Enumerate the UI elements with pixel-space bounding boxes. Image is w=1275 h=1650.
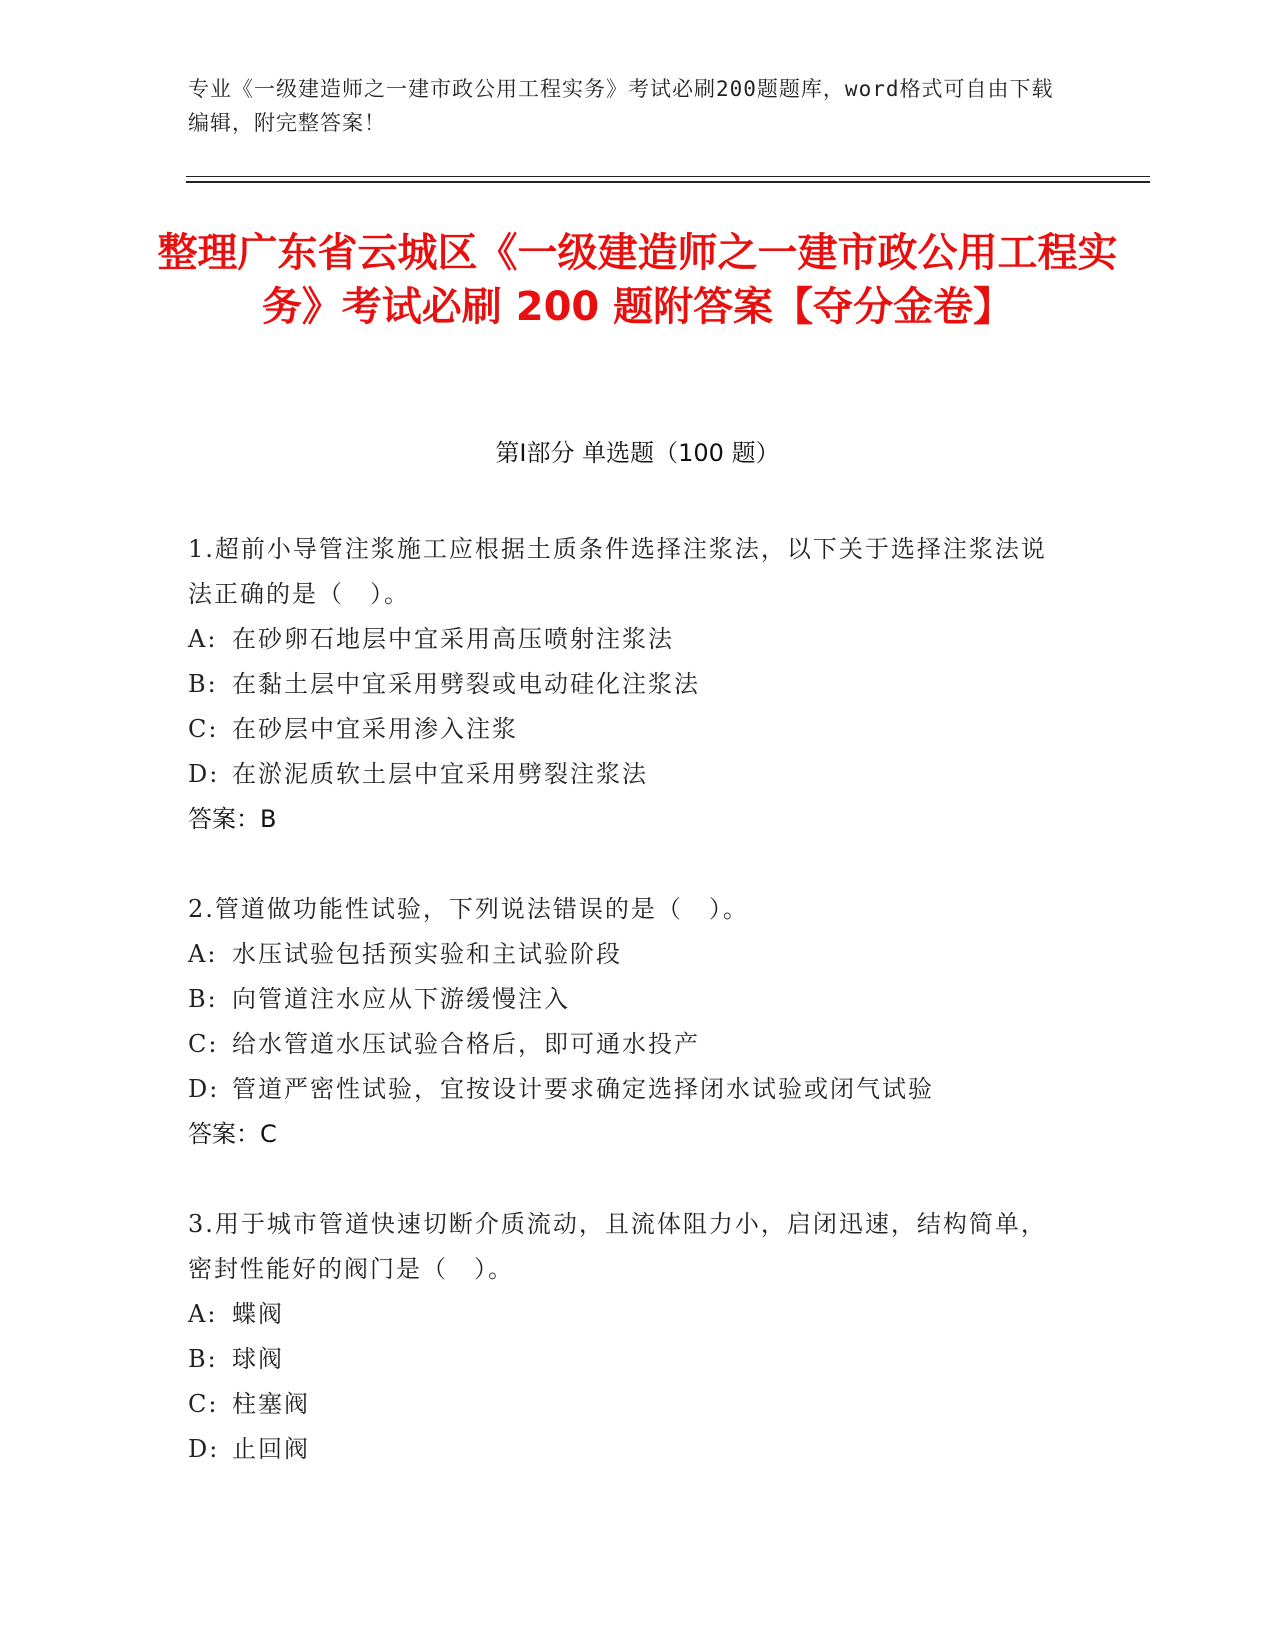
- option-letter: A:: [188, 625, 218, 653]
- header-rule-thin: [186, 176, 1150, 177]
- option-text: 在淤泥质软土层中宜采用劈裂注浆法: [232, 760, 648, 788]
- option-text: 给水管道水压试验合格后，即可通水投产: [232, 1030, 700, 1058]
- question-1: [188, 527, 1068, 842]
- option-text: 止回阀: [232, 1435, 310, 1463]
- option-text: 球阀: [232, 1345, 284, 1373]
- option-letter: B:: [188, 670, 218, 698]
- option-letter: B:: [188, 985, 218, 1013]
- option-letter: D:: [188, 1075, 220, 1103]
- option-d: [188, 1427, 1068, 1472]
- answer-text: 答案：B: [188, 805, 277, 833]
- option-text: 蝶阀: [232, 1300, 284, 1328]
- option-d: [188, 1067, 1068, 1112]
- option-letter: A:: [188, 1300, 218, 1328]
- option-text: 向管道注水应从下游缓慢注入: [232, 985, 570, 1013]
- option-letter: B:: [188, 1345, 218, 1373]
- option-a: [188, 617, 1068, 662]
- option-text: 柱塞阀: [232, 1390, 310, 1418]
- option-text: 管道严密性试验，宜按设计要求确定选择闭水试验或闭气试验: [232, 1075, 934, 1103]
- option-a: [188, 932, 1068, 977]
- option-letter: C:: [188, 715, 219, 743]
- document-title: 整理广东省云城区《一级建造师之一建市政公用工程实务》考试必刷 200 题附答案【夺分金卷】: [157, 230, 1118, 330]
- option-letter: C:: [188, 1030, 219, 1058]
- option-b: [188, 1337, 1068, 1382]
- option-letter: D:: [188, 760, 220, 788]
- option-text: 水压试验包括预实验和主试验阶段: [232, 940, 622, 968]
- answer-text: 答案：C: [188, 1120, 277, 1148]
- question-list: [188, 527, 1068, 1517]
- option-c: [188, 1022, 1068, 1067]
- option-text: 在砂卵石地层中宜采用高压喷射注浆法: [232, 625, 674, 653]
- intro-text: 专业《一级建造师之一建市政公用工程实务》考试必刷200题题库，word格式可自由下载编辑，附完整答案！: [188, 77, 1054, 135]
- option-c: [188, 1382, 1068, 1427]
- option-c: [188, 707, 1068, 752]
- question-2: [188, 887, 1068, 1157]
- section-title: 第Ⅰ部分 单选题（100 题）: [495, 439, 780, 467]
- option-letter: D:: [188, 1435, 220, 1463]
- option-letter: C:: [188, 1390, 219, 1418]
- header-rule-thick: [186, 181, 1150, 183]
- option-d: [188, 752, 1068, 797]
- question-text: 2.管道做功能性试验，下列说法错误的是（ ）。: [188, 895, 749, 923]
- option-a: [188, 1292, 1068, 1337]
- question-3: [188, 1202, 1068, 1472]
- option-letter: A:: [188, 940, 218, 968]
- option-text: 在砂层中宜采用渗入注浆: [232, 715, 518, 743]
- option-b: [188, 662, 1068, 707]
- question-text: 3.用于城市管道快速切断介质流动，且流体阻力小，启闭迅速，结构简单，密封性能好的阀门是（ ）。: [188, 1210, 1047, 1283]
- option-text: 在黏土层中宜采用劈裂或电动硅化注浆法: [232, 670, 700, 698]
- question-text: 1.超前小导管注浆施工应根据土质条件选择注浆法，以下关于选择注浆法说法正确的是（ ）。: [188, 535, 1047, 608]
- option-b: [188, 977, 1068, 1022]
